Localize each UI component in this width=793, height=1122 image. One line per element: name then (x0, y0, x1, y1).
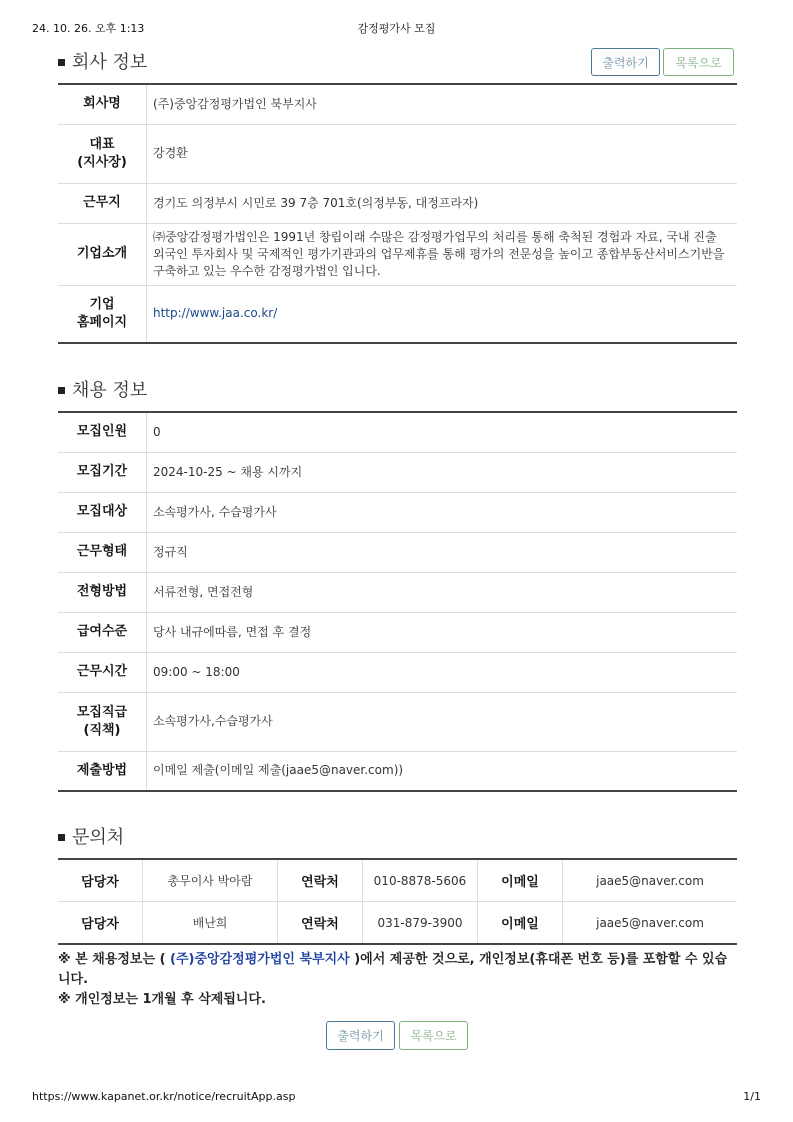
row-label: 모집인원 (58, 412, 147, 452)
contact-section-title: 문의처 (58, 823, 124, 849)
recruit-info-table (58, 411, 737, 792)
person-value: 배난희 (143, 902, 278, 945)
homepage-link[interactable]: http://www.jaa.co.kr/ (153, 306, 278, 321)
print-page-number: 1/1 (743, 1090, 761, 1103)
table-row (58, 612, 737, 652)
phone-label: 연락처 (278, 859, 363, 902)
row-label: 근무지 (58, 183, 147, 223)
phone-value: 010-8878-5606 (363, 859, 478, 902)
list-button-bottom[interactable]: 목록으로 (399, 1021, 468, 1050)
homepage-value (147, 285, 738, 343)
company-info-table (58, 83, 737, 344)
row-label: 모집직급 (직책) (58, 692, 147, 751)
print-url: https://www.kapanet.or.kr/notice/recruitApp.asp (32, 1090, 296, 1103)
row-label: 전형방법 (58, 572, 147, 612)
row-value: 09:00 ~ 18:00 (147, 652, 738, 692)
company-intro-value: ㈜중앙감정평가법인은 1991년 창립이래 수많은 감정평가업무의 처리를 통해 축척된 경험과 자료, 국내 진출 외국인 투자회사 및 국제적인 평가기관과의 업무제휴를 통해 평가의 전문성을 높이고 종합부동산서비스기반을 구축하고 있는 우수한 감정평가법인 입니다. (147, 223, 738, 285)
person-label: 담당자 (58, 902, 143, 945)
privacy-notice (58, 950, 738, 1010)
row-value: 소속평가사,수습평가사 (147, 692, 738, 751)
print-button-top[interactable]: 출력하기 (591, 48, 660, 76)
representative-value: 강경환 (147, 124, 738, 183)
recruit-section-title: 채용 정보 (58, 376, 147, 402)
row-label: 기업소개 (58, 223, 147, 285)
email-value: jaae5@naver.com (596, 915, 704, 930)
person-value: 총무이사 박아람 (143, 859, 278, 902)
contact-table (58, 858, 737, 945)
company-name-value: (주)중앙감정평가법인 북부지사 (147, 84, 738, 124)
notice-line-1: ※ 본 채용정보는 ( (주)중앙감정평가법인 북부지사 )에서 제공한 것으로, 개인정보(휴대폰 번호 등)를 포함할 수 있습니다. (58, 952, 728, 987)
person-label: 담당자 (58, 859, 143, 902)
table-row (58, 223, 737, 285)
row-label: 급여수준 (58, 612, 147, 652)
row-label: 근무시간 (58, 652, 147, 692)
table-row (58, 492, 737, 532)
table-row (58, 902, 737, 945)
table-row (58, 452, 737, 492)
table-row (58, 285, 737, 343)
table-row (58, 124, 737, 183)
table-row (58, 532, 737, 572)
row-value: 당사 내규에따름, 면접 후 결정 (147, 612, 738, 652)
print-datetime: 24. 10. 26. 오후 1:13 (32, 22, 145, 35)
row-value: 정규직 (147, 532, 738, 572)
row-value: 0 (147, 412, 738, 452)
row-label: 기업 홈페이지 (58, 285, 147, 343)
square-bullet-icon (58, 387, 65, 394)
table-row (58, 692, 737, 751)
email-label: 이메일 (478, 902, 563, 945)
phone-label: 연락처 (278, 902, 363, 945)
table-row (58, 751, 737, 791)
row-value: 소속평가사, 수습평가사 (147, 492, 738, 532)
table-row (58, 859, 737, 902)
row-label: 모집기간 (58, 452, 147, 492)
square-bullet-icon (58, 59, 65, 66)
company-section-title: 회사 정보 (58, 48, 147, 74)
email-value: jaae5@naver.com (563, 859, 738, 902)
row-value: 서류전형, 면접전형 (147, 572, 738, 612)
notice-line-2: ※ 개인정보는 1개월 후 삭제됩니다. (58, 992, 266, 1007)
table-row (58, 652, 737, 692)
row-label: 대표 (지사장) (58, 124, 147, 183)
row-label: 회사명 (58, 84, 147, 124)
row-value: 2024-10-25 ~ 채용 시까지 (147, 452, 738, 492)
table-row (58, 84, 737, 124)
print-button-bottom[interactable]: 출력하기 (326, 1021, 395, 1050)
email-label: 이메일 (478, 859, 563, 902)
notice-company: (주)중앙감정평가법인 북부지사 (170, 952, 350, 967)
square-bullet-icon (58, 834, 65, 841)
row-label: 제출방법 (58, 751, 147, 791)
row-value: 이메일 제출(이메일 제출(jaae5@naver.com)) (153, 763, 404, 778)
row-label: 근무형태 (58, 532, 147, 572)
workplace-value: 경기도 의정부시 시민로 39 7층 701호(의정부동, 대정프라자) (147, 183, 738, 223)
table-row (58, 412, 737, 452)
phone-value: 031-879-3900 (363, 902, 478, 945)
table-row (58, 572, 737, 612)
row-label: 모집대상 (58, 492, 147, 532)
print-page-title: 감정평가사 모집 (357, 22, 436, 35)
table-row (58, 183, 737, 223)
list-button-top[interactable]: 목록으로 (663, 48, 734, 76)
